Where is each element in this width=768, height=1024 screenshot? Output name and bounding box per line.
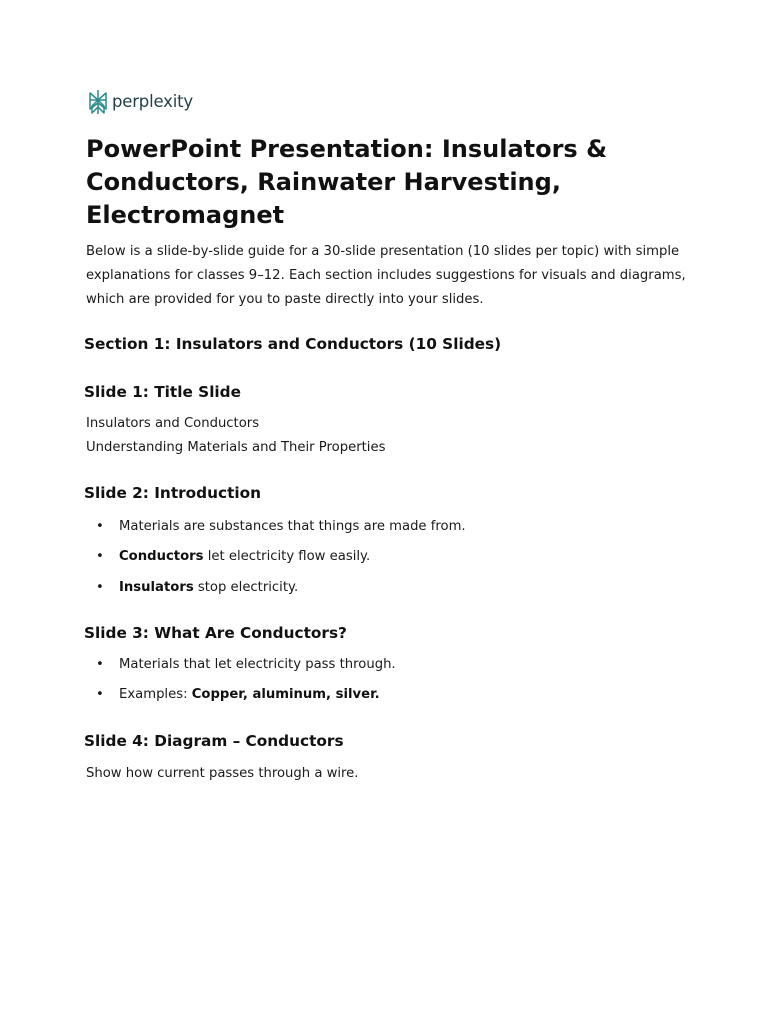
bullet-marker: •: [96, 657, 104, 672]
term-conductors: Conductors: [119, 549, 204, 564]
logo: [88, 89, 193, 115]
section-1-heading: Section 1: Insulators and Conductors (10 Slides): [84, 335, 502, 353]
logo-text: perplexity: [112, 92, 193, 111]
bullet-marker: •: [96, 519, 104, 534]
examples-list: Copper, aluminum, silver.: [191, 687, 380, 702]
bullet-marker: •: [96, 687, 104, 702]
slide-1-line-1: Insulators and Conductors: [86, 416, 260, 431]
term-insulators: Insulators: [119, 580, 194, 595]
bullet-marker: •: [96, 580, 104, 595]
slide-2-heading: Slide 2: Introduction: [84, 484, 262, 502]
slide-4-text: Show how current passes through a wire.: [86, 766, 359, 781]
slide-1-heading: Slide 1: Title Slide: [84, 383, 242, 401]
document-title: PowerPoint Presentation: Insulators & Conductors, Rainwater Harvesting, Electromagnet: [86, 135, 608, 229]
bullet-marker: •: [96, 549, 104, 564]
slide-3-heading: Slide 3: What Are Conductors?: [84, 624, 347, 642]
intro-paragraph: Below is a slide-by-slide guide for a 30-slide presentation (10 slides per topic) with simple explanations for classes 9–12. Each section includes suggestions for visuals and diagrams, which are provided for you to paste directly into your slides.: [86, 244, 686, 307]
slide-1-line-2: Understanding Materials and Their Properties: [86, 440, 386, 455]
slide-4-heading: Slide 4: Diagram – Conductors: [84, 732, 344, 750]
document-page: perplexity PowerPoint Presentation: Insulators & Conductors, Rainwater Harvesting, Electromagnet Below is a slide-by-slide guide for a 30-slide presentation (10 slides per topic) with simple explanations for classes 9–12. Each section includes suggestions for visuals and diagrams, which are provided for you to paste directly into your slides. Section 1: Insulators and Conductors (10 Slides) Slide 1: Title Slide Insulators and Conductors Understanding Materials and Their Properties Slide 2: Introduction • Materials are substances that things are made from. • Conductors let electricity flow easily. • Insulators stop electricity. Slide 3: What Are Conductors? • Materials that let electricity pass through. • Examples: Copper, aluminum, silver. Slide 4: Diagram – Conductors Show how current passes through a wire.: [0, 0, 768, 1024]
perplexity-logo-icon: [88, 89, 108, 115]
